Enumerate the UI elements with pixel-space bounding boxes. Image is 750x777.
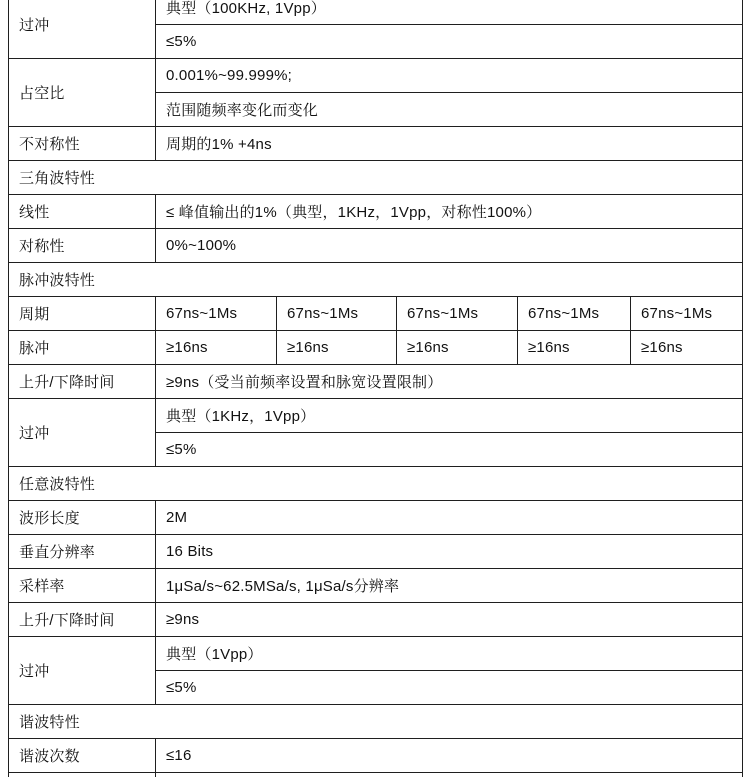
- rise-fall-2-value: ≥9ns: [156, 603, 743, 637]
- row-label-rise-fall-2: 上升/下降时间: [9, 603, 156, 637]
- row-overshoot-1: [9, 0, 743, 25]
- row-linearity: [9, 195, 743, 229]
- harmonic-count-value: ≤16: [156, 739, 743, 773]
- sample-rate-value: 1μSa/s~62.5MSa/s, 1μSa/s分辨率: [156, 569, 743, 603]
- row-asymmetry: [9, 127, 743, 161]
- partial-bottom-value: [156, 773, 743, 777]
- wave-length-value: 2M: [156, 501, 743, 535]
- row-harmonic-count: [9, 739, 743, 773]
- row-label-symmetry: 对称性: [9, 229, 156, 263]
- row-partial-bottom: [9, 773, 743, 777]
- section-header-triangle: [9, 161, 743, 195]
- partial-bottom-label: [9, 773, 156, 777]
- vertical-resolution-value: 16 Bits: [156, 535, 743, 569]
- row-label-overshoot-1: 过冲: [9, 0, 156, 59]
- row-sample-rate: [9, 569, 743, 603]
- asymmetry-value: 周期的1% +4ns: [156, 127, 743, 161]
- row-label-linearity: 线性: [9, 195, 156, 229]
- period-col-4: 67ns~1Ms: [518, 297, 631, 331]
- row-duty-cycle: [9, 59, 743, 93]
- section-title-triangle: 三角波特性: [9, 161, 743, 195]
- row-overshoot-2: [9, 399, 743, 433]
- overshoot-1-value: ≤5%: [156, 25, 743, 59]
- overshoot-3-condition: 典型（1Vpp）: [156, 637, 743, 671]
- period-col-2: 67ns~1Ms: [277, 297, 397, 331]
- section-header-pulse: [9, 263, 743, 297]
- row-overshoot-3: [9, 637, 743, 671]
- spec-table: [8, 0, 743, 777]
- row-label-sample-rate: 采样率: [9, 569, 156, 603]
- section-header-harmonic: [9, 705, 743, 739]
- pulse-width-col-2: ≥16ns: [277, 331, 397, 365]
- overshoot-1-condition: 典型（100KHz, 1Vpp）: [156, 0, 743, 25]
- overshoot-2-value: ≤5%: [156, 433, 743, 467]
- overshoot-3-value: ≤5%: [156, 671, 743, 705]
- duty-cycle-range: 0.001%~99.999%;: [156, 59, 743, 93]
- row-label-rise-fall-1: 上升/下降时间: [9, 365, 156, 399]
- row-pulse-width: [9, 331, 743, 365]
- row-rise-fall-1: [9, 365, 743, 399]
- period-col-3: 67ns~1Ms: [397, 297, 518, 331]
- section-title-arbitrary: 任意波特性: [9, 467, 743, 501]
- row-label-harmonic-count: 谐波次数: [9, 739, 156, 773]
- period-col-1: 67ns~1Ms: [156, 297, 277, 331]
- row-label-asymmetry: 不对称性: [9, 127, 156, 161]
- symmetry-value: 0%~100%: [156, 229, 743, 263]
- row-symmetry: [9, 229, 743, 263]
- section-title-pulse: 脉冲波特性: [9, 263, 743, 297]
- section-header-arbitrary: [9, 467, 743, 501]
- period-col-5: 67ns~1Ms: [631, 297, 743, 331]
- row-label-overshoot-3: 过冲: [9, 637, 156, 705]
- row-label-period: 周期: [9, 297, 156, 331]
- duty-cycle-note: 范围随频率变化而变化: [156, 93, 743, 127]
- row-wave-length: [9, 501, 743, 535]
- row-label-pulse-width: 脉冲: [9, 331, 156, 365]
- row-label-duty-cycle: 占空比: [9, 59, 156, 127]
- section-title-harmonic: 谐波特性: [9, 705, 743, 739]
- row-vertical-resolution: [9, 535, 743, 569]
- row-rise-fall-2: [9, 603, 743, 637]
- linearity-value: ≤ 峰值输出的1%（典型，1KHz，1Vpp，对称性100%）: [156, 195, 743, 229]
- overshoot-2-condition: 典型（1KHz，1Vpp）: [156, 399, 743, 433]
- pulse-width-col-4: ≥16ns: [518, 331, 631, 365]
- pulse-width-col-3: ≥16ns: [397, 331, 518, 365]
- row-label-overshoot-2: 过冲: [9, 399, 156, 467]
- row-period: [9, 297, 743, 331]
- row-label-wave-length: 波形长度: [9, 501, 156, 535]
- rise-fall-1-value: ≥9ns（受当前频率设置和脉宽设置限制）: [156, 365, 743, 399]
- pulse-width-col-5: ≥16ns: [631, 331, 743, 365]
- pulse-width-col-1: ≥16ns: [156, 331, 277, 365]
- row-label-vertical-resolution: 垂直分辨率: [9, 535, 156, 569]
